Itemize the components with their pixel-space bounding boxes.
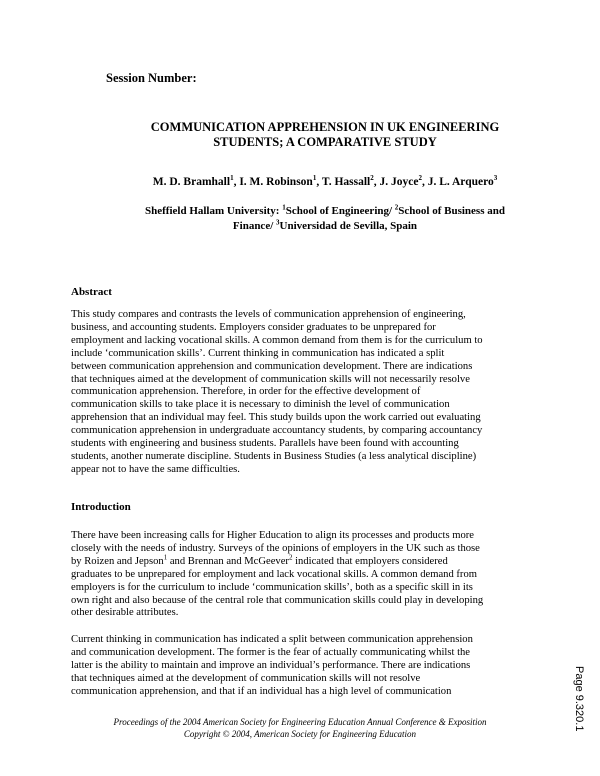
- intro-line: own right and also because of the central role that communication skills could play in developing: [71, 594, 484, 606]
- intro-line: There have been increasing calls for Higher Education to align its processes and products more: [71, 530, 475, 541]
- intro-text: by Roizen and Jepson: [71, 555, 164, 567]
- intro-text: indicated that employers considered: [292, 555, 448, 567]
- abstract-line: between communication apprehension and communication development. There are indications: [71, 360, 473, 372]
- paper-title: [60, 120, 590, 150]
- citation-ref: 2: [288, 553, 293, 562]
- author-3: T. Hassall: [321, 176, 371, 188]
- affiliation-line-1: [60, 204, 590, 219]
- affil-sup-3: 3: [276, 218, 280, 227]
- author-list: M. D. Bramhall$^1$, I. M. Robinson$^1$, T. Hassall$^2$, J. Joyce$^2$, J. L. Arquero$^3$: [152, 174, 498, 188]
- affil-school-2b: Finance/: [232, 220, 277, 232]
- author-2-affil: 1: [312, 174, 317, 183]
- introduction-heading: Introduction: [71, 501, 131, 513]
- abstract-line: communication apprehension in undergraduate accountancy students, by comparing accountancy: [71, 425, 483, 437]
- abstract-line: communication skills to take place it is necessary to diminish the level of communication: [71, 399, 450, 411]
- intro-line: employers is for the curriculum to include ‘communication skills’, both as a specific skill in its: [71, 581, 473, 593]
- author-5-affil: 3: [493, 174, 498, 183]
- title-line-1: COMMUNICATION APPREHENSION IN UK ENGINEERING: [150, 120, 500, 134]
- author-5: J. L. Arquero: [427, 176, 494, 188]
- intro-line: and communication development. The former is the fear of actually communicating whilst the: [71, 646, 471, 658]
- affil-prefix: Sheffield Hallam University:: [145, 205, 283, 217]
- abstract-line: students, another numerate discipline. Students in Business Studies (a less analytical discipline): [71, 450, 477, 462]
- affil-univ-3: Universidad de Sevilla, Spain: [279, 220, 418, 232]
- session-number: Session Number:: [106, 71, 197, 85]
- intro-line: [71, 553, 533, 569]
- abstract-line: include ‘communication skills’. Current thinking in communication has indicated a split: [71, 347, 445, 359]
- abstract-paragraph: [71, 309, 533, 477]
- introduction-paragraph-2: [71, 634, 533, 699]
- abstract-line: students with engineering and business students. Parallels have been found with accounting: [71, 438, 459, 450]
- author-4-affil: 2: [418, 174, 422, 183]
- abstract-line: communication apprehension. Therefore, in order for the effective development of: [71, 386, 421, 398]
- abstract-heading: Abstract: [71, 286, 112, 298]
- footer-copyright: Copyright © 2004, American Society for Engineering Education: [183, 729, 417, 739]
- affil-sup-1: 1: [282, 203, 286, 212]
- abstract-line: This study compares and contrasts the levels of communication apprehension of engineering,: [71, 309, 466, 320]
- author-3-affil: 2: [370, 174, 374, 183]
- footer: [40, 716, 560, 740]
- affil-school-2: School of Business and: [398, 205, 505, 217]
- side-page-label: Page 9.320.1: [573, 666, 585, 732]
- affiliations: [60, 204, 590, 234]
- affiliation-line-2: [60, 219, 590, 234]
- abstract-line: business, and accounting students. Employers consider graduates to be unprepared for: [71, 321, 436, 333]
- affil-sup-2: 2: [394, 203, 399, 212]
- author-1: M. D. Bramhall: [152, 176, 231, 188]
- intro-line: that techniques aimed at the development of communication skills will not resolve: [71, 672, 421, 684]
- abstract-line: apprehension that an individual may feel. This study builds upon the work carried out evaluating: [71, 412, 481, 424]
- abstract-line: that techniques aimed at the development of communication skills will not necessarily resolve: [71, 373, 470, 385]
- affil-school-1: School of Engineering/: [285, 205, 395, 217]
- intro-line: Current thinking in communication has indicated a split between communication apprehension: [71, 634, 473, 645]
- footer-proceedings: Proceedings of the 2004 American Society for Engineering Education Annual Conference & Exposition: [113, 717, 487, 727]
- intro-line: closely with the needs of industry. Surveys of the opinions of employers in the UK such as those: [71, 542, 480, 554]
- intro-line: latter is the ability to maintain and improve an individual’s performance. There are indications: [71, 659, 471, 671]
- intro-line: other desirable attributes.: [71, 607, 179, 619]
- author-2: I. M. Robinson: [239, 176, 313, 188]
- author-4: J. Joyce: [379, 176, 419, 188]
- citation-ref: 1: [163, 553, 168, 562]
- abstract-line: employment and lacking vocational skills. A common demand from them is for the curriculum to: [71, 334, 483, 346]
- intro-text: and Brennan and McGeever: [167, 555, 289, 567]
- introduction-paragraph-1: [71, 530, 533, 620]
- intro-line: graduates to be unprepared for employment and lack vocational skills. A common demand from: [71, 568, 477, 580]
- title-line-2: STUDENTS; A COMPARATIVE STUDY: [213, 135, 437, 149]
- abstract-line: appear not to have the same difficulties.: [71, 463, 240, 475]
- intro-line: communication apprehension, and that if an individual has a high level of communication: [71, 685, 452, 697]
- author-1-affil: 1: [230, 174, 234, 183]
